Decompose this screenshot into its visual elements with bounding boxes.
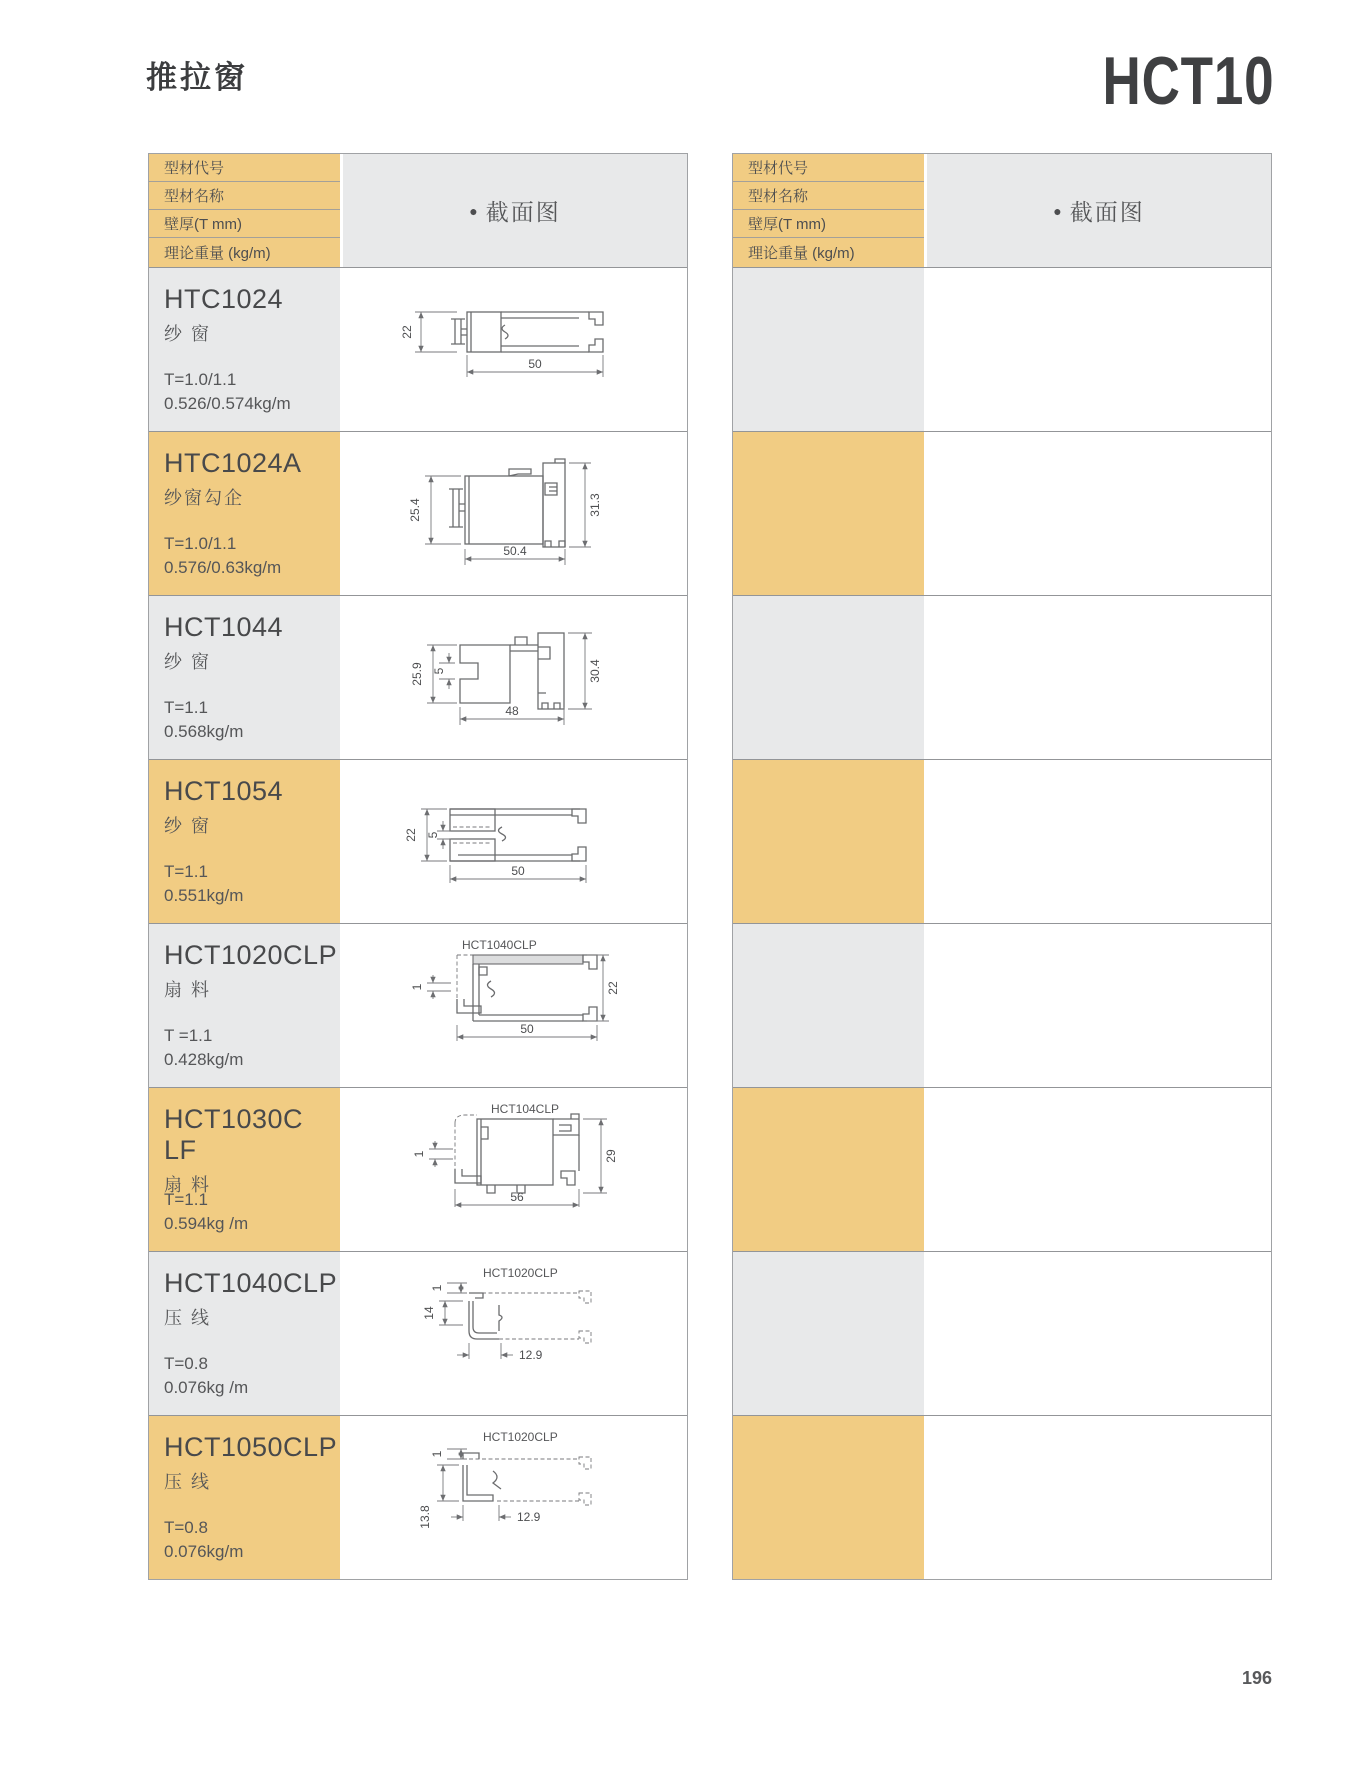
page-title: 推拉窗 [146, 60, 248, 95]
dim-label: 1 [412, 1150, 426, 1158]
table-header [733, 154, 1271, 267]
cross-section-cell [927, 924, 1271, 1087]
table-row-empty [733, 431, 1271, 595]
profile-name: 纱窗勾企 [164, 488, 244, 508]
profile-thickness: T=0.8 [164, 1353, 208, 1373]
table-row-empty [733, 1251, 1271, 1415]
cross-section-cell [343, 760, 687, 923]
dim-label: 12.9 [519, 1348, 543, 1362]
header-profile-name: 型材名称 [149, 182, 340, 210]
profile-thickness: T=1.0/1.1 [164, 369, 237, 389]
table-row [149, 1087, 687, 1251]
profile-info-cell [733, 432, 927, 595]
table-row [149, 1415, 687, 1579]
profile-code: HTC1024 [164, 284, 284, 314]
cross-section-cell [343, 1088, 687, 1251]
profile-info-cell [149, 1088, 343, 1251]
diagram-caption: HCT1020CLP [483, 1430, 558, 1444]
cross-section-cell [927, 1416, 1271, 1579]
profile-code: HTC1024A [164, 448, 302, 478]
dim-label: 14 [422, 1306, 436, 1320]
profile-info-cell [733, 760, 927, 923]
header-profile-code: 型材代号 [149, 154, 340, 182]
header-wall-thickness: 壁厚(T mm) [733, 210, 924, 238]
dim-label: 12.9 [517, 1510, 541, 1524]
cross-section-cell [927, 268, 1271, 431]
profile-thickness: T=1.1 [164, 697, 208, 717]
profile-info-cell [149, 760, 343, 923]
profile-info-cell [733, 1088, 927, 1251]
diagram-caption: HCT104CLP [490, 1102, 560, 1116]
dim-label: 25.9 [410, 662, 424, 686]
profile-thickness: T=1.1 [164, 861, 208, 881]
profile-info-cell [149, 268, 343, 431]
cross-section-diagram [365, 1425, 665, 1570]
profile-name: 纱 窗 [164, 324, 212, 344]
profile-name: 压 线 [164, 1308, 212, 1328]
dim-label: 30.4 [588, 659, 602, 683]
table-row-empty [733, 1415, 1271, 1579]
profile-info-cell [733, 596, 927, 759]
profile-info-cell [733, 268, 927, 431]
dim-label: 50 [520, 1022, 534, 1036]
dim-label: 5 [426, 831, 440, 839]
table-row [149, 267, 687, 431]
dim-label: 31.3 [588, 493, 602, 517]
header-profile-name: 型材名称 [733, 182, 924, 210]
profile-info-cell [149, 432, 343, 595]
bullet-icon: ● [469, 202, 480, 219]
profile-name: 扇 料 [164, 980, 212, 1000]
cross-section-cell [343, 268, 687, 431]
profile-info-cell [149, 596, 343, 759]
profile-code: HCT1020CLP [164, 940, 338, 970]
profile-info-cell [149, 1252, 343, 1415]
profile-table-left [148, 153, 688, 1580]
profile-table-right [732, 153, 1272, 1580]
cross-section-label: 截面图 [485, 199, 561, 225]
dim-label: 29 [604, 1149, 618, 1163]
cross-section-cell [343, 596, 687, 759]
cross-section-diagram [365, 277, 665, 422]
profile-code: HCT1030C LF [164, 1104, 304, 1165]
dim-label: 22 [606, 981, 620, 995]
table-row-empty [733, 759, 1271, 923]
dim-label: 56 [510, 1190, 524, 1204]
cross-section-cell [927, 432, 1271, 595]
cross-section-cell [343, 1252, 687, 1415]
table-row [149, 595, 687, 759]
dim-label: 1 [410, 983, 424, 991]
profile-code: HCT1054 [164, 776, 284, 806]
profile-weight: 0.076kg/m [164, 1542, 244, 1562]
table-header [149, 154, 687, 267]
profile-name: 纱 窗 [164, 652, 212, 672]
profile-info-cell [733, 1416, 927, 1579]
cross-section-diagram [365, 933, 665, 1078]
cross-section-diagram [365, 1097, 665, 1242]
dim-label: 50.4 [503, 544, 527, 558]
profile-weight: 0.428kg/m [164, 1050, 244, 1070]
profile-name: 扇 料 [164, 1175, 212, 1195]
series-title: HCT10 [1102, 43, 1274, 119]
profile-weight: 0.594kg /m [164, 1214, 249, 1234]
profile-code: HCT1040CLP [164, 1268, 338, 1298]
profile-code: HCT1050CLP [164, 1432, 338, 1462]
table-row [149, 431, 687, 595]
dim-label: 13.8 [418, 1505, 432, 1529]
profile-weight: 0.551kg/m [164, 886, 244, 906]
profile-name: 纱 窗 [164, 816, 212, 836]
cross-section-cell [343, 432, 687, 595]
profile-info-cell [733, 1252, 927, 1415]
dim-label: 5 [432, 667, 446, 675]
header-label-column [149, 154, 343, 267]
profile-thickness: T=1.1 [164, 1189, 208, 1209]
table-row [149, 923, 687, 1087]
cross-section-diagram [365, 769, 665, 914]
profile-weight: 0.526/0.574kg/m [164, 394, 291, 414]
bullet-icon: ● [1053, 202, 1064, 219]
dim-label: 1 [430, 1284, 444, 1292]
header-cross-section [343, 154, 687, 267]
cross-section-cell [927, 596, 1271, 759]
table-row [149, 759, 687, 923]
diagram-caption: HCT1040CLP [462, 938, 537, 952]
profile-weight: 0.568kg/m [164, 722, 244, 742]
profile-thickness: T =1.1 [164, 1025, 213, 1045]
profile-thickness: T=0.8 [164, 1517, 208, 1537]
dim-label: 50 [511, 864, 525, 878]
page-number: 196 [1241, 1668, 1272, 1688]
profile-code: HCT1044 [164, 612, 284, 642]
header-theoretical-weight: 理论重量 (kg/m) [733, 238, 924, 267]
header-theoretical-weight: 理论重量 (kg/m) [149, 238, 340, 267]
diagram-caption: HCT1020CLP [483, 1266, 558, 1280]
profile-info-cell [733, 924, 927, 1087]
profile-weight: 0.576/0.63kg/m [164, 558, 282, 578]
cross-section-cell [927, 760, 1271, 923]
profile-info-cell [149, 1416, 343, 1579]
profile-info-cell [149, 924, 343, 1087]
header-wall-thickness: 壁厚(T mm) [149, 210, 340, 238]
table-row-empty [733, 595, 1271, 759]
cross-section-diagram [365, 441, 665, 586]
profile-thickness: T=1.0/1.1 [164, 533, 237, 553]
table-row-empty [733, 1087, 1271, 1251]
cross-section-label: 截面图 [1069, 199, 1145, 225]
header-label-column [733, 154, 927, 267]
profile-weight: 0.076kg /m [164, 1378, 249, 1398]
table-row [149, 1251, 687, 1415]
header-cross-section [927, 154, 1271, 267]
cross-section-cell [343, 924, 687, 1087]
cross-section-cell [927, 1252, 1271, 1415]
dim-label: 22 [404, 828, 418, 842]
table-row-empty [733, 923, 1271, 1087]
table-row-empty [733, 267, 1271, 431]
header-profile-code: 型材代号 [733, 154, 924, 182]
cross-section-cell [343, 1416, 687, 1579]
dim-label: 22 [400, 325, 414, 339]
dim-label: 48 [505, 704, 519, 718]
dim-label: 50 [528, 357, 542, 371]
dim-label: 1 [430, 1450, 444, 1458]
cross-section-cell [927, 1088, 1271, 1251]
dim-label: 25.4 [408, 498, 422, 522]
cross-section-diagram [365, 1261, 665, 1406]
cross-section-diagram [365, 605, 665, 750]
profile-name: 压 线 [164, 1472, 212, 1492]
